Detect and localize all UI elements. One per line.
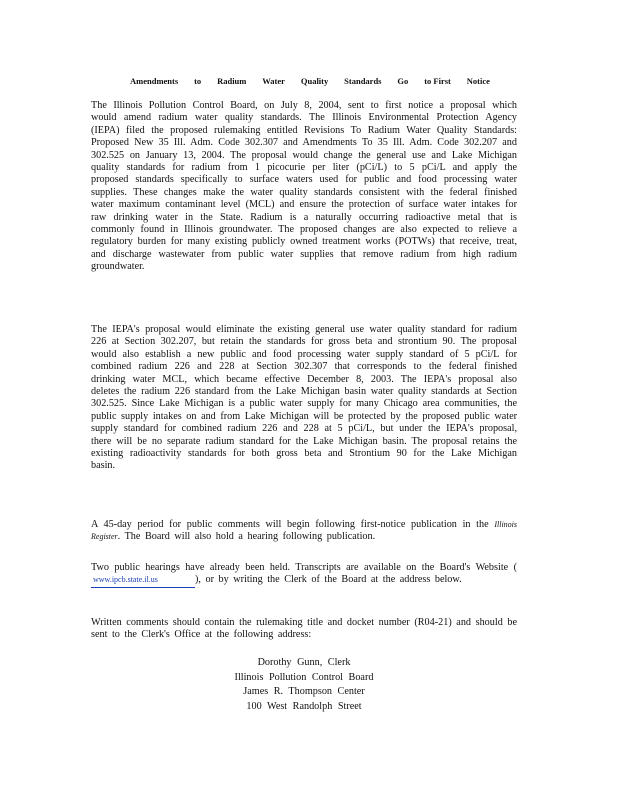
title-word: Go (397, 76, 409, 86)
title-word: Amendments (130, 76, 179, 86)
paragraph-written-comments: Written comments should contain the rulemaking title and docket number (R04-21) and should be sent to the Clerk's Office at the following address: (91, 617, 517, 641)
title-word: Standards (344, 76, 382, 86)
address-line-organization: Illinois Pollution Control Board (234, 671, 374, 683)
website-link[interactable]: www.ipcb.state.il.us (91, 574, 195, 587)
document-title (130, 76, 490, 86)
hearings-text: Two public hearings have already been held. Transcripts are available on the Board's Website ( (91, 562, 517, 573)
paragraph-summary: The Illinois Pollution Control Board, on July 8, 2004, sent to first notice a proposal which would amend radium water quality standards. The Illinois Environmental Protection Agency (IEPA) filed the proposed rulemaking entitled Revisions To Radium Water Quality Standards: Proposed New 35 Ill. Adm. Code 302.307 and Amendments To 35 Ill. Adm. Code 302.207 and 302.525 on January 13, 2004. The proposal would change the general use and Lake Michigan quality standards for radium from 1 picocurie per liter (pCi/L) to 5 pCi/L and apply the proposed standards specifically to surface waters used for public and food processing water supplies. These changes make the water quality standards consistent with the federal finished water maximum contaminant level (MCL) and ensure the protection of surface water intakes for raw drinking water in the State. Radium is a naturally occurring radioactive metal that is commonly found in Illinois groundwater. The proposed changes are also expected to relieve a regulatory burden for many existing publicly owned treatment works (POTWs) that receive, treat, and discharge wastewater from public water supplies that remove radium from high radium groundwater. (91, 100, 517, 273)
title-word: to First (424, 76, 451, 86)
mailing-address (200, 656, 408, 714)
illinois-register-title: Illinois Register (91, 520, 518, 542)
paragraph-proposal-details: The IEPA's proposal would eliminate the existing general use water quality standard for radium 226 at Section 302.207, but retain the standards for gross beta and strontium 90. The proposal would also establish a new public and food processing water supply standard of 5 pCi/L for combined radium 226 and 228 at Section 302.307 that corresponds to the federal finished drinking water MCL, which became effective December 8, 2003. The IEPA's proposal also deletes the radium 226 standard from the Lake Michigan basin water quality standards at Section 302.525. Since Lake Michigan is a public water supply for many Chicago area communities, the public supply intakes on and from Lake Michigan will be protected by the proposed public water supply standard for combined radium 226 and 228 at 5 pCi/L, but under the IEPA's proposal, there will be no separate radium standard for the Lake Michigan basin. The proposal retains the existing radioactivity standards for both gross beta and Strontium 90 for the Lake Michigan basin. (91, 324, 517, 472)
paragraph-comment-period (91, 519, 517, 544)
hearing-text: . The Board will also hold a hearing following publication. (117, 531, 376, 543)
paragraph-hearings (91, 562, 517, 588)
comment-period-text: A 45-day period for public comments will begin following first-notice publication in the (91, 519, 489, 530)
clerk-text: ), or by writing the Clerk of the Board at the address below. (195, 574, 462, 586)
address-line-name: Dorothy Gunn, Clerk (257, 657, 351, 668)
address-line-street: 100 West Randolph Street (246, 700, 362, 712)
title-word: Quality (300, 76, 329, 86)
address-line-building: James R. Thompson Center (243, 686, 365, 698)
title-word: Water (262, 76, 285, 86)
title-word: to (194, 76, 202, 86)
title-word: Radium (217, 76, 247, 86)
title-word: Notice (466, 76, 490, 86)
